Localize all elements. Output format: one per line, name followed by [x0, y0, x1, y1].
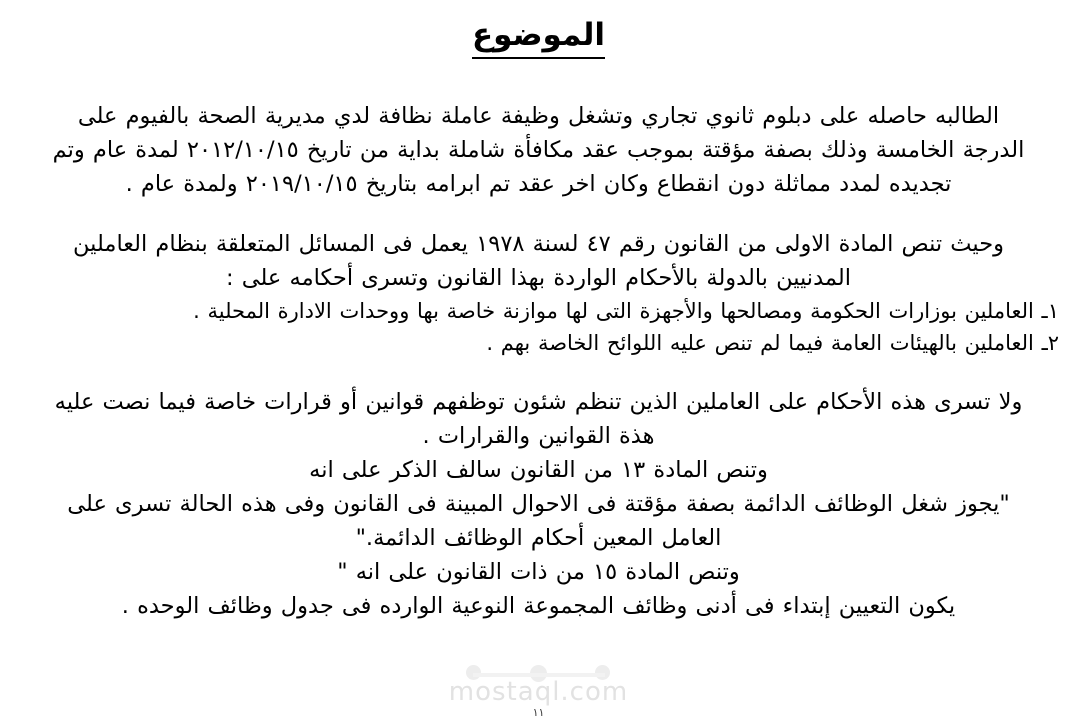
- paragraph-line: الطالبه حاصله على دبلوم ثانوي تجاري وتشغل وظيفة عاملة نظافة لدي مديرية الصحة بالفيوم على: [77, 102, 1000, 129]
- paragraph-line: ولا تسرى هذه الأحكام على العاملين الذين تنظم شئون توظفهم قوانين أو قرارات خاصة فيما نصت عليه: [54, 388, 1023, 415]
- paragraph-law-exclusions: [18, 385, 1059, 453]
- list-item: ٢ـ العاملين بالهيئات العامة فيما لم تنص عليه اللوائح الخاصة بهم .: [486, 330, 1059, 355]
- paragraph-line: وحيث تنص المادة الاولى من القانون رقم ٤٧ لسنة ١٩٧٨ يعمل فى المسائل المتعلقة بنظام العاملين: [73, 230, 1004, 257]
- paragraph-line: "يجوز شغل الوظائف الدائمة بصفة مؤقتة فى الاحوال المبينة فى القانون وفى هذه الحالة تسرى على: [67, 490, 1010, 517]
- paragraph-line: وتنص المادة ١٣ من القانون سالف الذكر على انه: [309, 456, 768, 483]
- spacer: [18, 359, 1059, 385]
- paragraph-law-article-15: [18, 555, 1059, 623]
- page-title-text: الموضوع: [472, 16, 605, 59]
- paragraph-line: يكون التعيين إبتداء فى أدنى وظائف المجموعة النوعية الوارده فى جدول وظائف الوحده .: [121, 592, 956, 619]
- watermark-text: mostaql.com: [448, 677, 629, 707]
- list-item: ١ـ العاملين بوزارات الحكومة ومصالحها والأجهزة التى لها موازنة خاصة بها ووحدات الادارة المحلية .: [193, 298, 1059, 323]
- document-body: [0, 59, 1077, 623]
- page-title: [0, 0, 1077, 59]
- paragraph-line: الدرجة الخامسة وذلك بصفة مؤقتة بموجب عقد مكافأة شاملة بداية من تاريخ ٢٠١٢/١٠/١٥ لمدة عام وتم: [52, 136, 1025, 163]
- paragraph-law-article-1: [18, 227, 1059, 295]
- paragraph-line: المدنيين بالدولة بالأحكام الواردة بهذا القانون وتسرى أحكامه على :: [226, 264, 851, 291]
- law-scope-list: [18, 295, 1059, 359]
- paragraph-line: العامل المعين أحكام الوظائف الدائمة.": [355, 524, 722, 551]
- paragraph-case-summary: [18, 99, 1059, 201]
- page-number-mark: ١١: [532, 706, 545, 719]
- paragraph-line: تجديده لمدد مماثلة دون انقطاع وكان اخر عقد تم ابرامه بتاريخ ٢٠١٩/١٠/١٥ ولمدة عام .: [125, 170, 952, 197]
- paragraph-law-article-13: [18, 453, 1059, 555]
- spacer: [18, 201, 1059, 227]
- paragraph-line: هذة القوانين والقرارات .: [422, 422, 655, 449]
- spacer: [18, 59, 1059, 99]
- paragraph-line: وتنص المادة ١٥ من ذات القانون على انه ": [337, 558, 740, 585]
